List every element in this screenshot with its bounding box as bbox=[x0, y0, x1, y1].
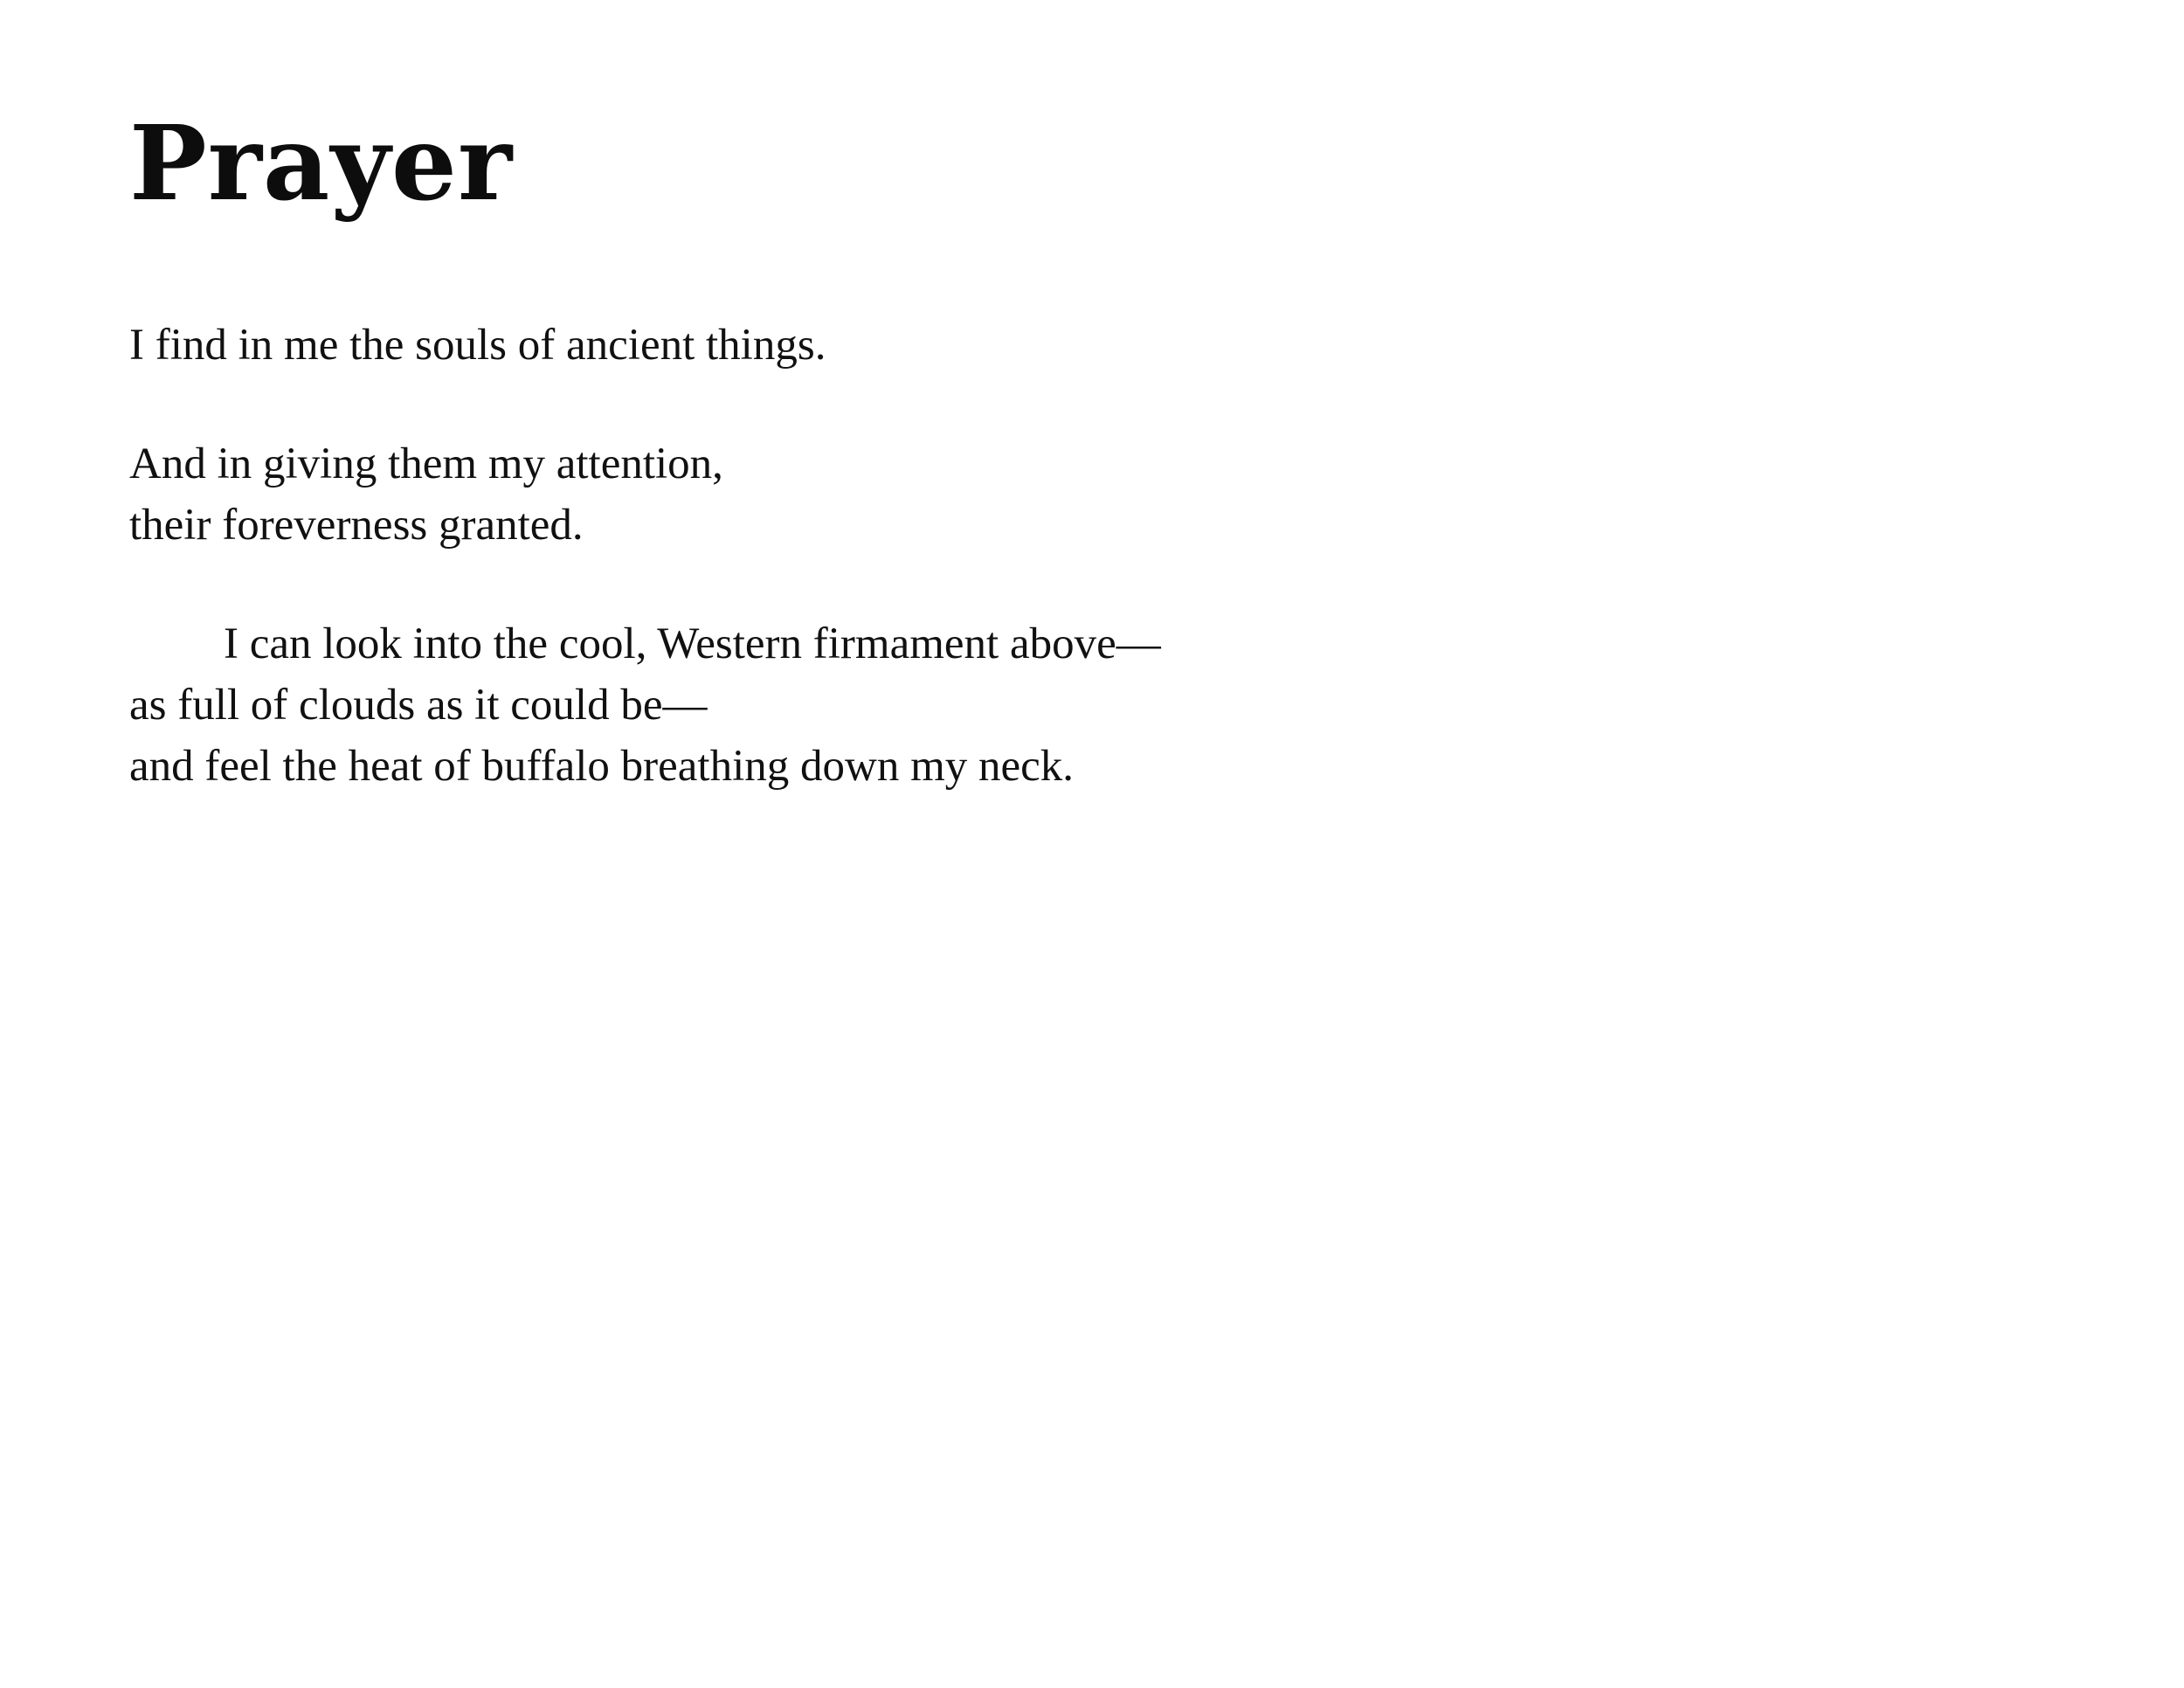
stanza-2 bbox=[129, 433, 2051, 556]
stanza-3 bbox=[129, 613, 2051, 797]
poem-line: their foreverness granted. bbox=[129, 501, 584, 550]
stanza-1 bbox=[129, 315, 2051, 376]
poem-line-indented: I can look into the cool, Western firmament above— bbox=[224, 619, 1161, 668]
poem-body bbox=[129, 315, 2051, 854]
poem-line: and feel the heat of buffalo breathing down my neck. bbox=[129, 742, 1075, 791]
poem-title: Prayer bbox=[129, 102, 514, 224]
poem-line: as full of clouds as it could be— bbox=[129, 681, 708, 730]
poem-line: I find in me the souls of ancient things. bbox=[129, 321, 826, 370]
poem-line: And in giving them my attention, bbox=[129, 439, 723, 488]
